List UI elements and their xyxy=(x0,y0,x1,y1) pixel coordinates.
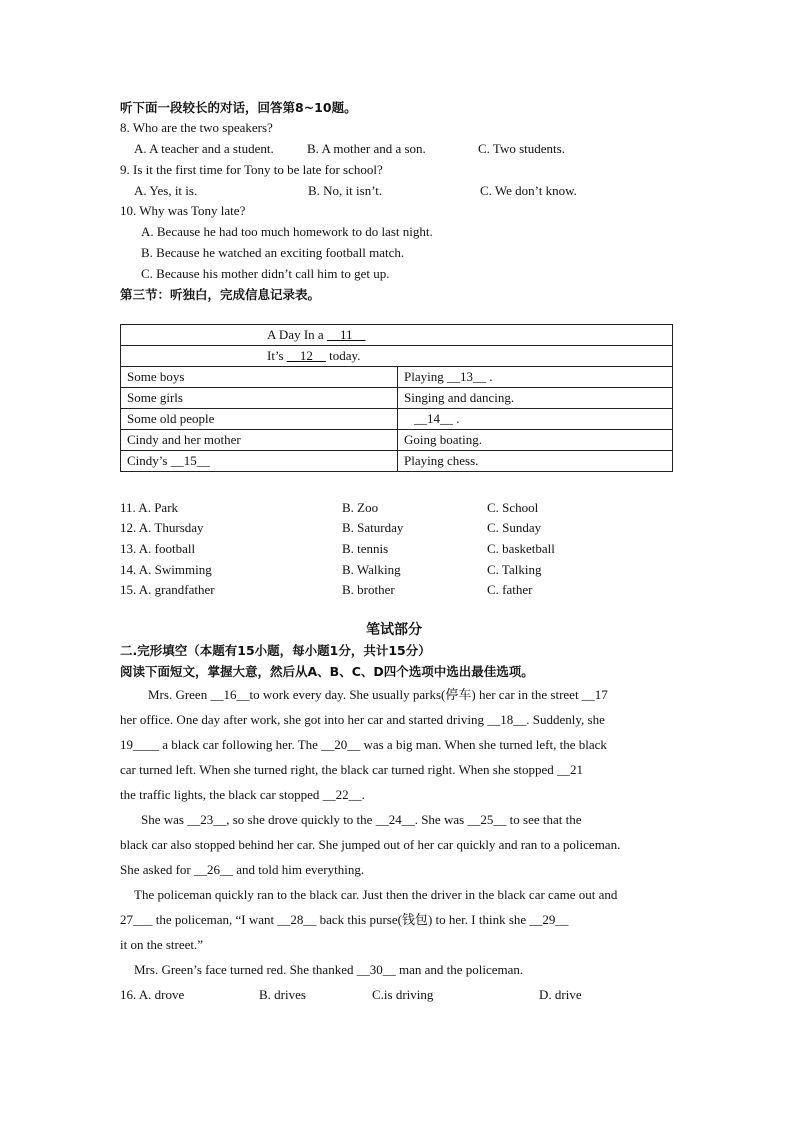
table-row: Some old people __14__ . xyxy=(121,409,673,430)
q11-option-a: 11. A. Park xyxy=(120,500,179,515)
passage-line: car turned left. When she turned right, the black car turned right. When she stopped __21 xyxy=(120,762,584,777)
q12-option-c: C. Sunday xyxy=(487,520,542,535)
q9-option-a: A. Yes, it is. xyxy=(134,183,198,198)
q8-option-c: C. Two students. xyxy=(478,141,565,156)
question-8: 8. Who are the two speakers? xyxy=(120,120,273,135)
q13-option-b: B. tennis xyxy=(342,541,389,556)
q10-option-a: A. Because he had too much homework to do last night. xyxy=(141,224,433,239)
q16-option-b: B. drives xyxy=(259,987,306,1002)
q16-option-d: D. drive xyxy=(539,987,582,1002)
q12-option-a: 12. A. Thursday xyxy=(120,520,204,535)
info-table xyxy=(120,324,673,472)
passage-line: the traffic lights, the black car stopped __22__. xyxy=(120,787,365,802)
q10-option-b: B. Because he watched an exciting football match. xyxy=(141,245,405,260)
q14-option-a: 14. A. Swimming xyxy=(120,562,212,577)
q15-option-a: 15. A. grandfather xyxy=(120,582,215,597)
q10-option-c: C. Because his mother didn’t call him to get up. xyxy=(141,266,390,281)
passage-line: She was __23__, so she drove quickly to the __24__. She was __25__ to see that the xyxy=(141,812,582,827)
q16-option-c: C.is driving xyxy=(372,987,434,1002)
passage-line: black car also stopped behind her car. She jumped out of her car quickly and ran to a policeman. xyxy=(120,837,621,852)
section2-header: 二.完形填空（本题有15小题，每小题1分，共计15分） xyxy=(120,643,431,658)
part3-header: 第三节：听独白，完成信息记录表。 xyxy=(120,287,321,302)
q11-option-c: C. School xyxy=(487,500,539,515)
table-subtitle: It’s __12__ today. xyxy=(121,346,673,367)
written-title: 笔试部分 xyxy=(366,622,422,638)
passage-line: 27___ the policeman, “I want __28__ back this purse(钱包) to her. I think she __29__ xyxy=(120,912,569,927)
q16-option-a: 16. A. drove xyxy=(120,987,185,1002)
q12-option-b: B. Saturday xyxy=(342,520,404,535)
q11-option-b: B. Zoo xyxy=(342,500,379,515)
q13-option-a: 13. A. football xyxy=(120,541,196,556)
q8-option-a: A. A teacher and a student. xyxy=(134,141,274,156)
table-row: Some boys Playing __13__ . xyxy=(121,367,673,388)
passage-line: 19____ a black car following her. The __20__ was a big man. When she turned left, the black xyxy=(120,737,607,752)
q8-option-b: B. A mother and a son. xyxy=(307,141,426,156)
passage-line: She asked for __26__ and told him everything. xyxy=(120,862,365,877)
q14-option-c: C. Talking xyxy=(487,562,542,577)
blank-12: __12__ xyxy=(286,348,326,363)
q9-option-b: B. No, it isn’t. xyxy=(308,183,383,198)
passage-line: Mrs. Green __16__to work every day. She usually parks(停车) her car in the street __17 xyxy=(148,687,608,702)
table-title: A Day In a __11__ xyxy=(121,325,673,346)
blank-11: __11__ xyxy=(326,327,366,342)
section-header: 听下面一段较长的对话，回答第8~10题。 xyxy=(120,100,357,115)
instruction: 阅读下面短文，掌握大意，然后从A、B、C、D四个选项中选出最佳选项。 xyxy=(120,664,534,679)
q14-option-b: B. Walking xyxy=(342,562,401,577)
passage-line: The policeman quickly ran to the black car. Just then the driver in the black car came out and xyxy=(134,887,618,902)
table-row: Cindy’s __15__ Playing chess. xyxy=(121,451,673,472)
q15-option-b: B. brother xyxy=(342,582,395,597)
q13-option-c: C. basketball xyxy=(487,541,555,556)
q15-option-c: C. father xyxy=(487,582,533,597)
question-9: 9. Is it the first time for Tony to be late for school? xyxy=(120,162,383,177)
question-10: 10. Why was Tony late? xyxy=(120,203,246,218)
passage-line: it on the street.” xyxy=(120,937,204,952)
passage-line: Mrs. Green’s face turned red. She thanked __30__ man and the policeman. xyxy=(134,962,524,977)
passage-line: her office. One day after work, she got into her car and started driving __18__. Suddenly, she xyxy=(120,712,605,727)
table-row: Cindy and her mother Going boating. xyxy=(121,430,673,451)
q9-option-c: C. We don’t know. xyxy=(480,183,577,198)
table-row: Some girls Singing and dancing. xyxy=(121,388,673,409)
